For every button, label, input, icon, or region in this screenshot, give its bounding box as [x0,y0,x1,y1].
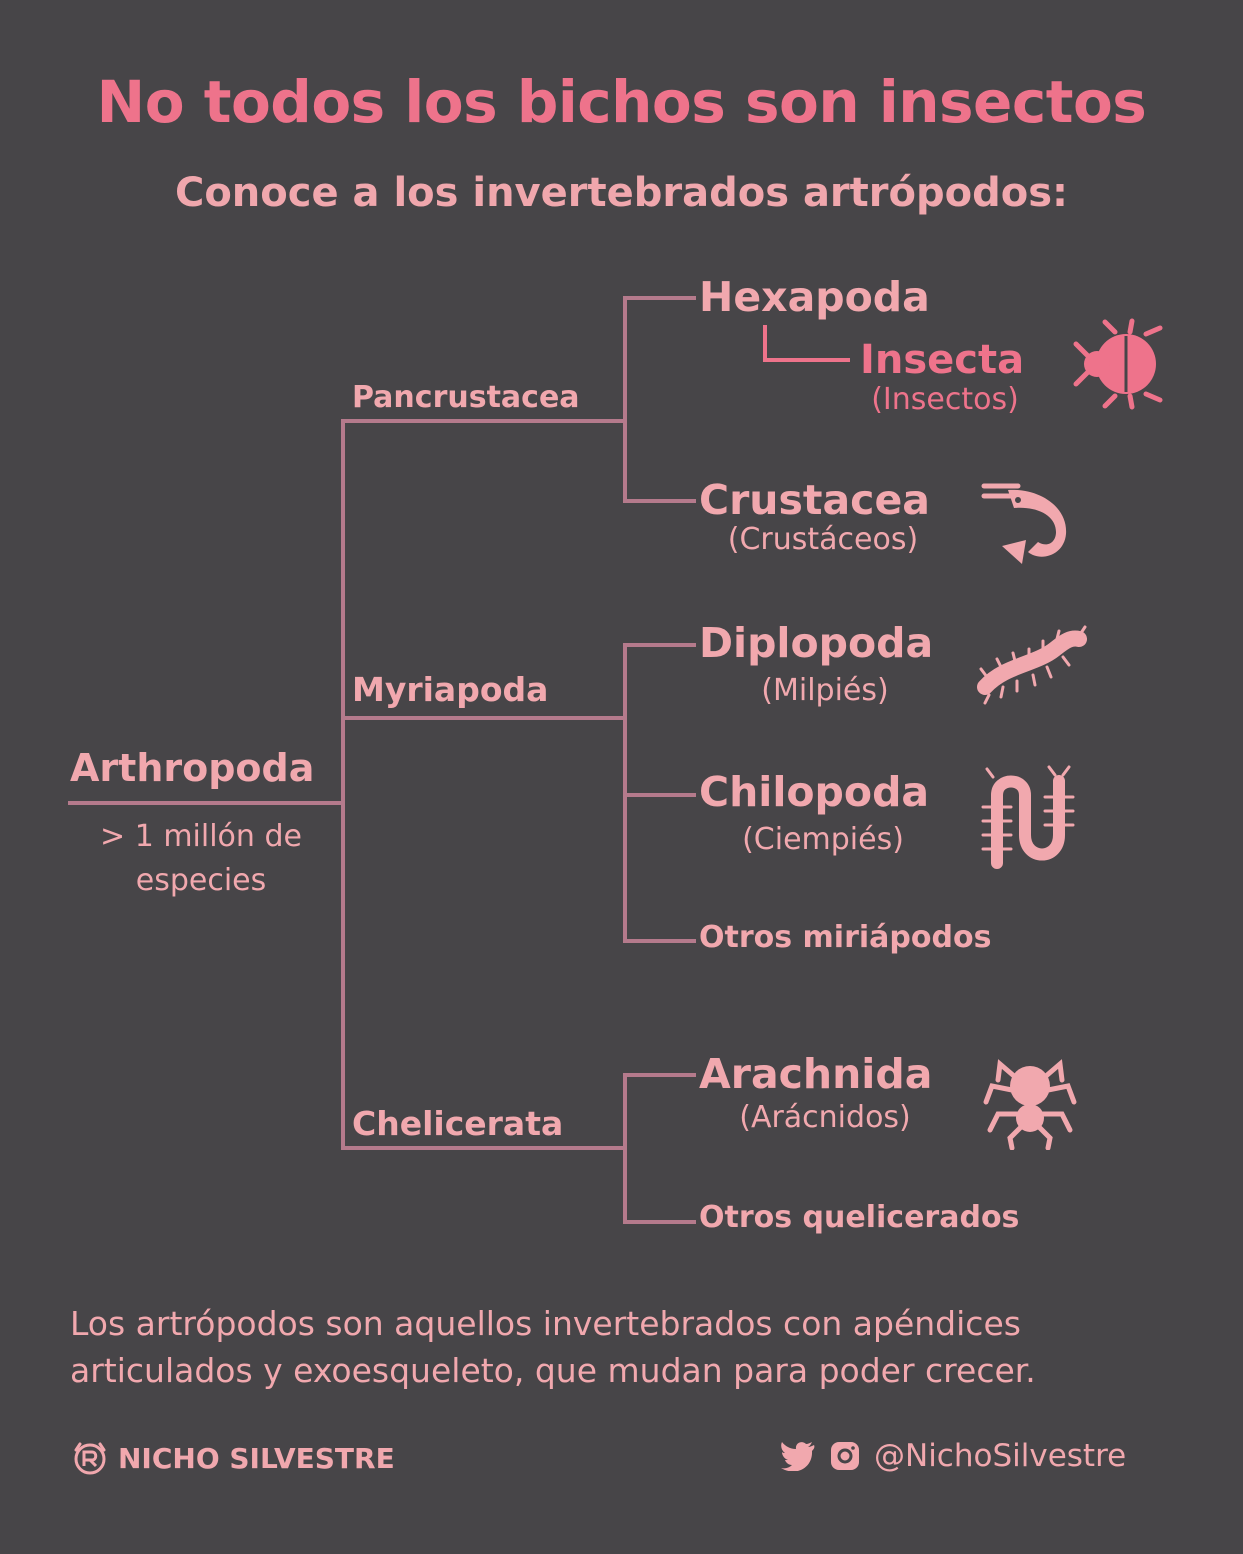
description: Los artrópodos son aquellos invertebrados con apéndices articulados y exoesqueleto, que mudan para poder crecer. [70,1304,1036,1390]
spider-icon [982,1054,1078,1150]
node-otros-miriapodos: Otros miriápodos [699,920,992,955]
node-chilopoda: Chilopoda [699,768,930,816]
node-arthropoda: Arthropoda [70,746,315,790]
node-otros-quelicerados: Otros quelicerados [699,1200,1020,1235]
brand [70,1440,395,1476]
node-diplopoda-common: (Milpiés) [761,673,889,708]
node-insecta: Insecta [860,337,1025,383]
social-links [780,1438,1126,1474]
node-chilopoda-common: (Ciempiés) [742,822,904,857]
node-insecta-common: (Insectos) [871,382,1019,417]
instagram-icon[interactable] [830,1441,860,1471]
node-chelicerata: Chelicerata [352,1104,564,1143]
shrimp-icon [978,476,1073,568]
connector-insecta [765,325,850,360]
logo-icon [70,1440,110,1476]
node-myriapoda: Myriapoda [352,670,549,709]
node-arachnida-common: (Arácnidos) [739,1100,911,1135]
node-crustacea-common: (Crustáceos) [727,522,919,557]
page-title: No todos los bichos son insectos [96,68,1147,136]
page-subtitle: Conoce a los invertebrados artrópodos: [174,170,1069,216]
social-handle[interactable]: @NichoSilvestre [874,1438,1127,1474]
twitter-icon[interactable] [780,1441,816,1471]
node-crustacea: Crustacea [699,476,930,524]
brand-name: NICHO SILVESTRE [118,1441,395,1475]
node-pancrustacea: Pancrustacea [352,380,580,415]
node-diplopoda: Diplopoda [699,619,934,667]
millipede-icon [975,625,1087,705]
beetle-icon [1070,318,1165,410]
centipede-icon [975,765,1087,869]
node-arachnida: Arachnida [699,1050,933,1098]
node-hexapoda: Hexapoda [699,273,930,321]
node-arthropoda-note: > 1 millón de especies [100,819,302,898]
